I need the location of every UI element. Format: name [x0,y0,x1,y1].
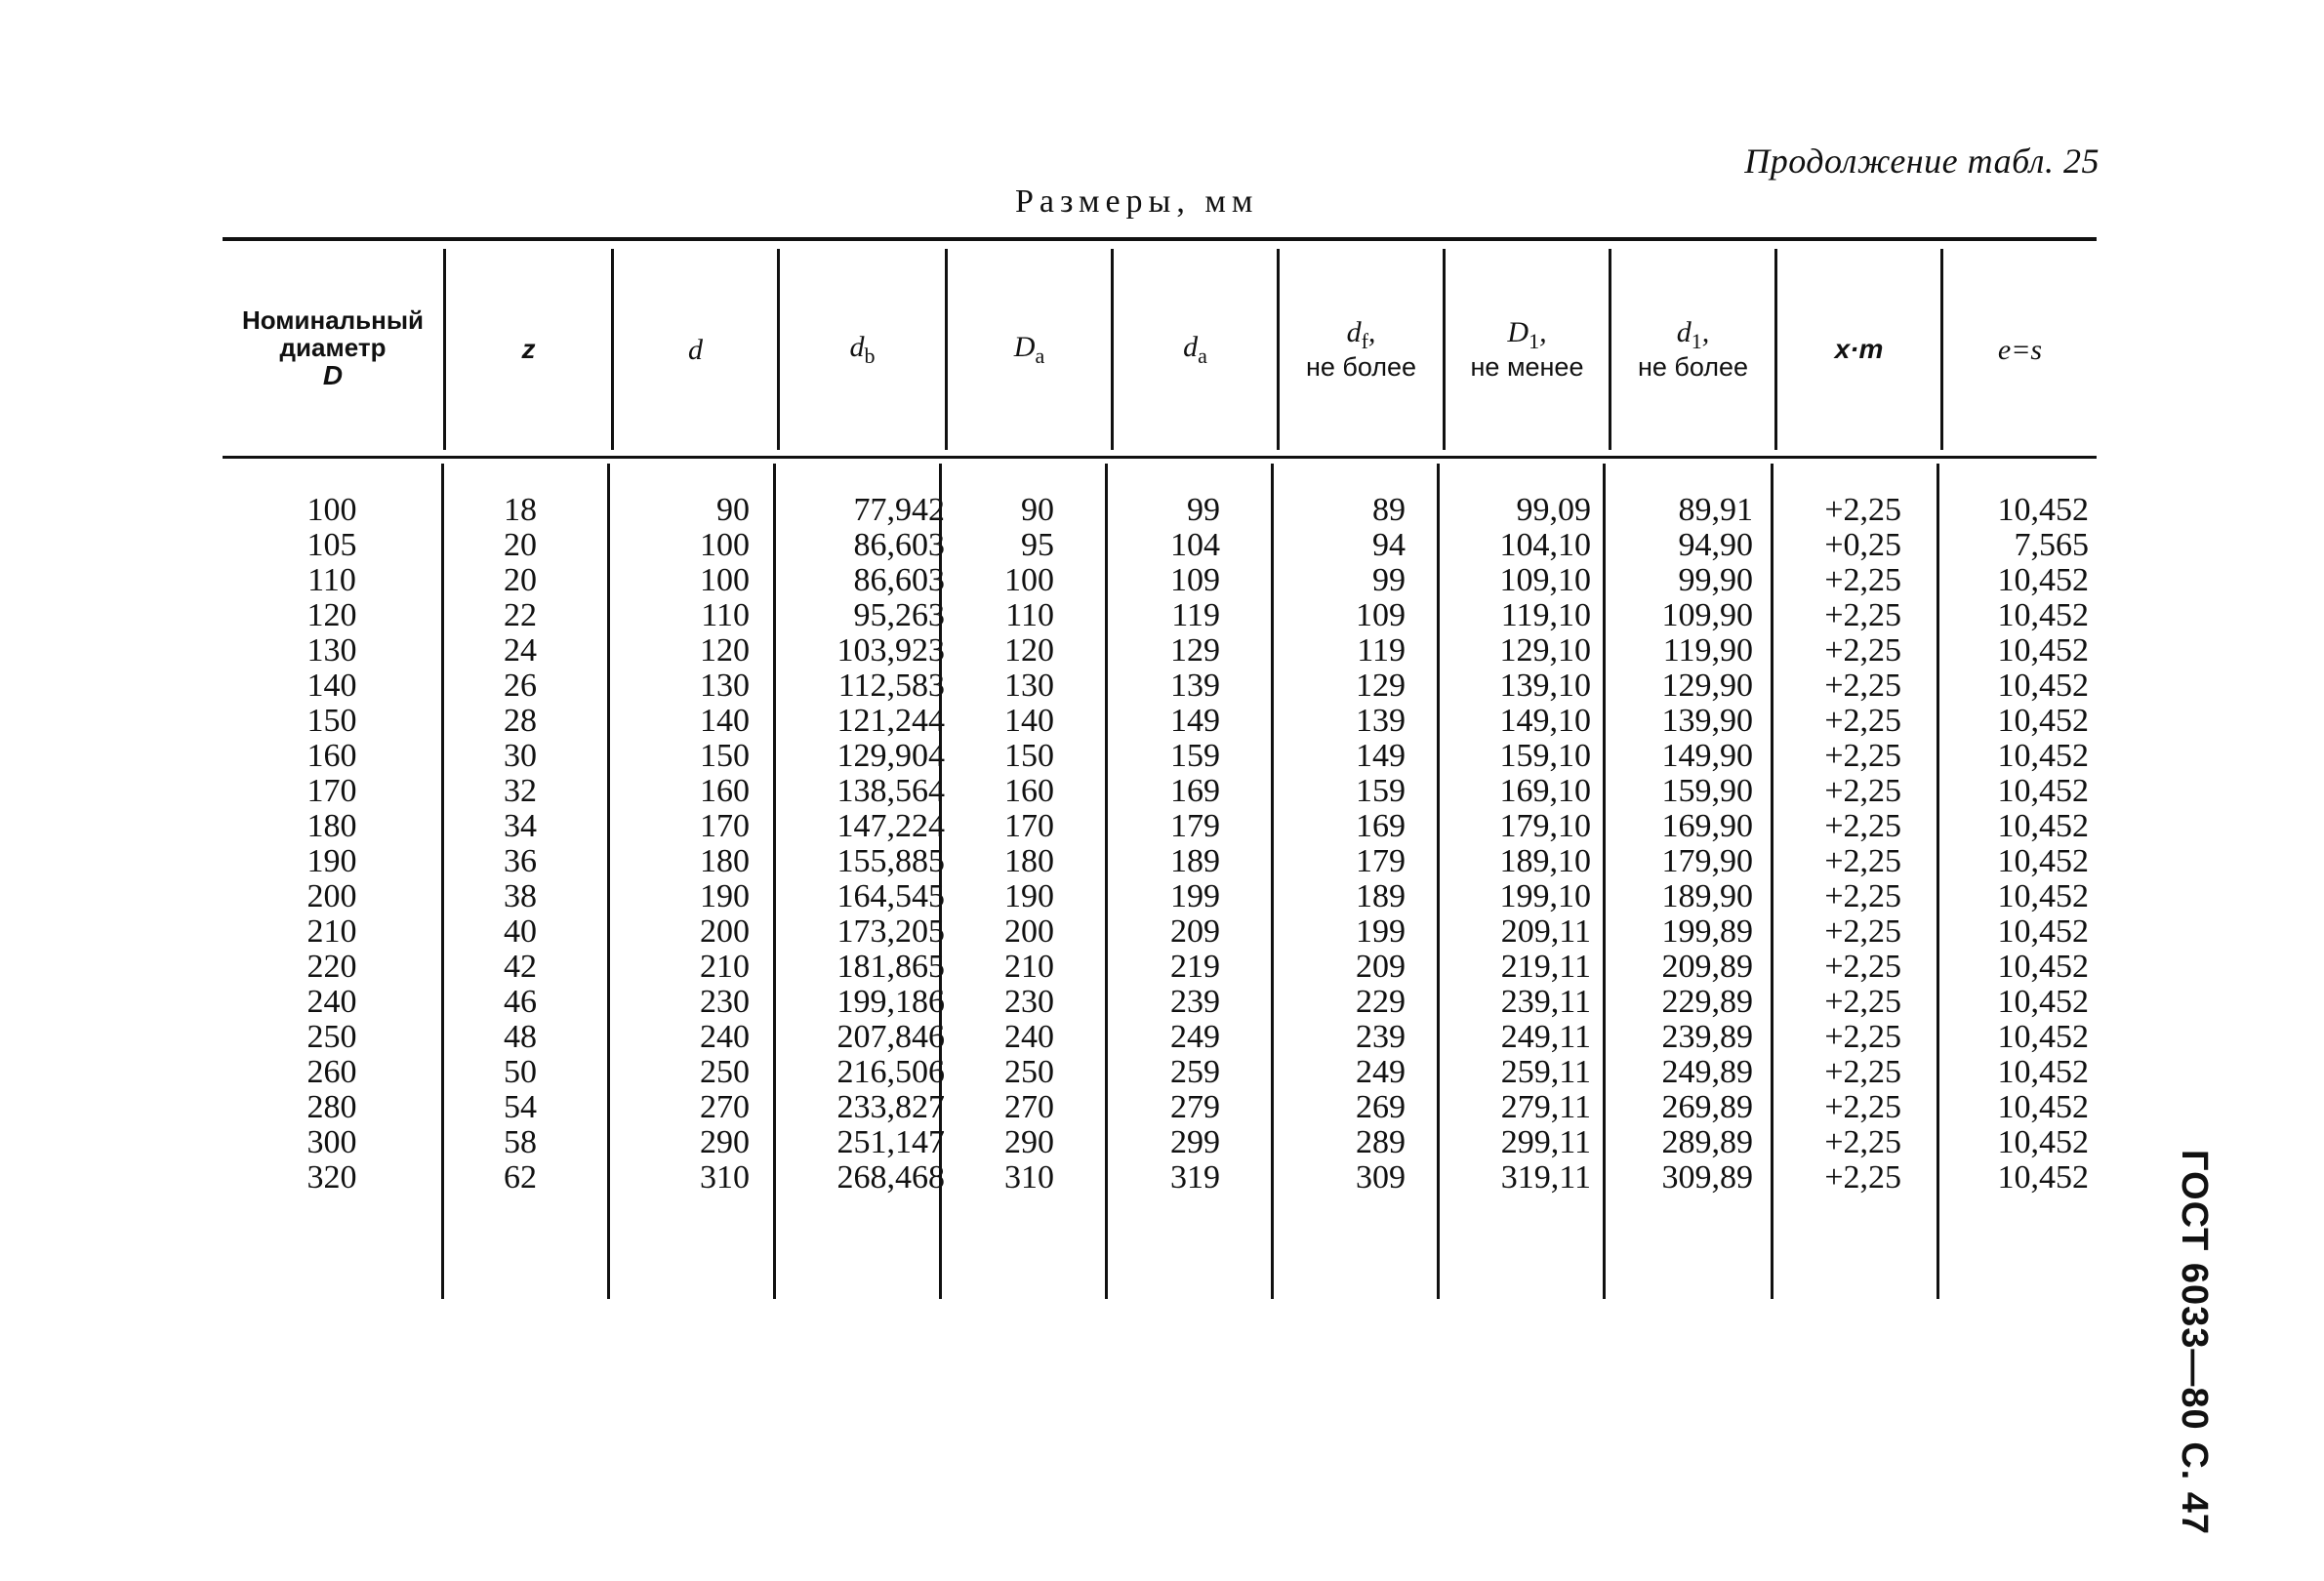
table-cell-db: 86,603 [853,562,945,598]
table-cell-D1: 199,10 [1499,878,1591,914]
table-cell-Da: 250 [1004,1054,1054,1090]
table-cell-df: 189 [1356,878,1406,914]
table-cell-d1: 109,90 [1661,597,1753,633]
table-cell-es: 10,452 [1997,1089,2089,1125]
header-D1-symbol: D [1507,316,1529,349]
table-cell-da: 319 [1170,1159,1220,1196]
table-cell-d: 190 [700,878,750,914]
table-cell-xm: +2,25 [1824,632,1901,669]
header-df-comma: , [1367,316,1376,349]
column-divider [1271,464,1274,1299]
table-cell-d: 290 [700,1124,750,1160]
table-cell-db: 112,583 [837,668,945,704]
table-cell-db: 199,186 [836,984,945,1020]
table-cell-D: 140 [306,668,357,704]
table-continuation-caption: Продолжение табл. 25 [1744,142,2100,181]
table-cell-d1: 189,90 [1661,878,1753,914]
table-cell-da: 249 [1170,1019,1220,1055]
table-cell-D: 300 [306,1124,357,1160]
table-cell-Da: 270 [1004,1089,1054,1125]
table-cell-da: 239 [1170,984,1220,1020]
table-cell-da: 129 [1170,632,1220,669]
table-cell-es: 10,452 [1997,1159,2089,1196]
table-cell-d: 240 [700,1019,750,1055]
header-Da-subscript: a [1035,343,1045,368]
table-cell-d: 310 [700,1159,750,1196]
table-cell-df: 179 [1356,843,1406,879]
table-cell-da: 139 [1170,668,1220,704]
header-d1-subscript: 1 [1691,329,1702,354]
table-cell-da: 169 [1170,773,1220,809]
table-cell-db: 103,923 [836,632,945,669]
table-cell-D1: 139,10 [1499,668,1591,704]
header-da-subscript: a [1198,343,1207,368]
table-cell-da: 299 [1170,1124,1220,1160]
table-cell-D: 260 [306,1054,357,1090]
header-da-symbol: d [1183,330,1199,363]
table-cell-da: 199 [1170,878,1220,914]
table-cell-df: 149 [1356,738,1406,774]
table-cell-xm: +2,25 [1824,703,1901,739]
table-cell-Da: 190 [1004,878,1054,914]
header-df-subscript: f [1361,329,1368,354]
column-d1 [1609,493,1753,1196]
table-cell-D1: 239,11 [1500,984,1591,1020]
table-cell-z: 18 [504,492,537,528]
table-cell-es: 10,452 [1997,668,2089,704]
standard-code-label: ГОСТ 6033—80 С. 47 [2174,1149,2216,1535]
table-header-rule [223,456,2097,459]
header-xm-symbol: x·m [1834,333,1884,364]
column-divider [1937,464,1939,1299]
table-cell-D1: 279,11 [1500,1089,1591,1125]
table-cell-es: 10,452 [1997,1124,2089,1160]
header-Da [948,249,1111,450]
header-db-symbol: d [849,330,865,363]
table-cell-z: 50 [504,1054,537,1090]
table-cell-da: 219 [1170,949,1220,985]
header-db-subscript: b [864,343,876,368]
table-cell-da: 179 [1170,808,1220,844]
table-cell-df: 199 [1356,913,1406,950]
table-cell-xm: +2,25 [1824,1124,1901,1160]
table-cell-db: 155,885 [836,843,945,879]
table-cell-d1: 169,90 [1661,808,1753,844]
table-cell-es: 10,452 [1997,738,2089,774]
table-cell-d: 120 [700,632,750,669]
table-cell-d1: 139,90 [1661,703,1753,739]
table-cell-D1: 104,10 [1499,527,1591,563]
table-cell-es: 7,565 [2014,527,2089,563]
table-cell-df: 109 [1356,597,1406,633]
table-cell-df: 309 [1356,1159,1406,1196]
table-cell-d: 200 [700,913,750,950]
table-cell-db: 86,603 [853,527,945,563]
table-cell-z: 20 [504,527,537,563]
table-cell-d1: 149,90 [1661,738,1753,774]
column-Da [945,493,1054,1196]
table-cell-z: 38 [504,878,537,914]
column-divider [441,464,444,1299]
table-cell-z: 46 [504,984,537,1020]
table-cell-df: 249 [1356,1054,1406,1090]
table-cell-df: 94 [1372,527,1406,563]
table-cell-D1: 129,10 [1499,632,1591,669]
column-db [779,493,945,1196]
table-cell-D1: 99,09 [1516,492,1591,528]
table-cell-D1: 319,11 [1500,1159,1591,1196]
header-df-symbol: d [1346,316,1362,349]
table-cell-db: 147,224 [836,808,945,844]
table-cell-Da: 290 [1004,1124,1054,1160]
header-df [1280,249,1443,450]
table-cell-z: 36 [504,843,537,879]
table-cell-d: 130 [700,668,750,704]
table-cell-d1: 179,90 [1661,843,1753,879]
table-cell-d1: 89,91 [1678,492,1753,528]
table-cell-z: 20 [504,562,537,598]
table-cell-Da: 170 [1004,808,1054,844]
table-cell-D: 150 [306,703,357,739]
table-cell-da: 104 [1170,527,1220,563]
table-cell-xm: +0,25 [1824,527,1901,563]
table-cell-D: 160 [306,738,357,774]
table-cell-d1: 229,89 [1661,984,1753,1020]
table-cell-xm: +2,25 [1824,1089,1901,1125]
table-cell-z: 62 [504,1159,537,1196]
column-d [613,493,750,1196]
table-cell-D1: 159,10 [1499,738,1591,774]
table-cell-D1: 209,11 [1500,913,1591,950]
column-z [457,493,584,1196]
header-xm [1777,249,1940,450]
table-cell-d1: 129,90 [1661,668,1753,704]
column-divider [1105,464,1108,1299]
table-cell-db: 216,506 [836,1054,945,1090]
table-cell-D: 210 [306,913,357,950]
table-cell-d: 100 [700,562,750,598]
table-cell-df: 119 [1357,632,1406,669]
header-d1-symbol: d [1676,316,1692,349]
table-cell-d: 230 [700,984,750,1020]
table-cell-D: 200 [306,878,357,914]
table-cell-D1: 189,10 [1499,843,1591,879]
table-cell-Da: 100 [1004,562,1054,598]
table-cell-df: 209 [1356,949,1406,985]
table-cell-df: 139 [1356,703,1406,739]
standard-code-margin [2167,1149,2222,1535]
table-cell-d1: 199,89 [1661,913,1753,950]
table-cell-Da: 240 [1004,1019,1054,1055]
table-cell-d1: 309,89 [1661,1159,1753,1196]
header-D1-note: не менее [1470,352,1584,383]
table-cell-z: 40 [504,913,537,950]
table-cell-D1: 299,11 [1500,1124,1591,1160]
table-cell-da: 159 [1170,738,1220,774]
table-cell-db: 251,147 [836,1124,945,1160]
table-cell-D1: 259,11 [1500,1054,1591,1090]
table-cell-db: 129,904 [836,738,945,774]
table-cell-Da: 160 [1004,773,1054,809]
table-cell-d1: 94,90 [1678,527,1753,563]
table-cell-z: 30 [504,738,537,774]
table-cell-d1: 119,90 [1662,632,1753,669]
table-cell-xm: +2,25 [1824,773,1901,809]
table-cell-xm: +2,25 [1824,1159,1901,1196]
table-cell-da: 279 [1170,1089,1220,1125]
header-d1-comma: , [1701,316,1710,349]
table-cell-xm: +2,25 [1824,597,1901,633]
table-cell-d1: 209,89 [1661,949,1753,985]
table-cell-Da: 95 [1021,527,1054,563]
table-cell-D1: 109,10 [1499,562,1591,598]
table-cell-d: 160 [700,773,750,809]
table-cell-z: 24 [504,632,537,669]
table-cell-z: 26 [504,668,537,704]
table-cell-xm: +2,25 [1824,668,1901,704]
table-cell-D: 110 [307,562,356,598]
table-cell-d: 150 [700,738,750,774]
table-cell-Da: 150 [1004,738,1054,774]
column-D1 [1443,493,1591,1196]
header-Da-symbol: D [1013,330,1036,363]
table-cell-xm: +2,25 [1824,738,1901,774]
table-cell-es: 10,452 [1997,1054,2089,1090]
table-cell-D: 280 [306,1089,357,1125]
table-cell-es: 10,452 [1997,562,2089,598]
units-caption: Размеры, мм [1015,183,1259,220]
table-cell-Da: 90 [1021,492,1054,528]
table-cell-Da: 180 [1004,843,1054,879]
table-cell-da: 149 [1170,703,1220,739]
header-da [1114,249,1277,450]
table-cell-D1: 119,10 [1500,597,1591,633]
table-cell-db: 173,205 [836,913,945,950]
table-cell-d: 170 [700,808,750,844]
table-cell-es: 10,452 [1997,703,2089,739]
table-cell-Da: 140 [1004,703,1054,739]
column-nominal-diameter [223,493,441,1196]
column-da [1111,493,1220,1196]
table-cell-D1: 169,10 [1499,773,1591,809]
header-db [780,249,945,450]
header-es-symbol: e=s [1997,333,2043,366]
table-cell-Da: 110 [1005,597,1054,633]
table-cell-d: 140 [700,703,750,739]
table-cell-z: 42 [504,949,537,985]
table-cell-D1: 249,11 [1500,1019,1591,1055]
table-cell-df: 289 [1356,1124,1406,1160]
table-cell-es: 10,452 [1997,913,2089,950]
table-cell-es: 10,452 [1997,808,2089,844]
table-cell-da: 99 [1187,492,1220,528]
table-cell-d: 250 [700,1054,750,1090]
table-cell-z: 32 [504,773,537,809]
table-cell-db: 121,244 [836,703,945,739]
table-cell-d1: 239,89 [1661,1019,1753,1055]
table-cell-d: 90 [716,492,750,528]
table-cell-db: 268,468 [836,1159,945,1196]
table-cell-xm: +2,25 [1824,1019,1901,1055]
column-df [1277,493,1406,1196]
table-cell-d: 110 [701,597,750,633]
header-nominal-diameter [223,249,443,450]
table-cell-da: 259 [1170,1054,1220,1090]
table-cell-db: 233,827 [836,1089,945,1125]
table-cell-Da: 120 [1004,632,1054,669]
table-cell-xm: +2,25 [1824,808,1901,844]
table-cell-df: 239 [1356,1019,1406,1055]
header-z [446,249,611,450]
table-cell-da: 189 [1170,843,1220,879]
header-D1 [1446,249,1609,450]
table-cell-es: 10,452 [1997,843,2089,879]
table-cell-da: 209 [1170,913,1220,950]
table-cell-es: 10,452 [1997,773,2089,809]
header-d-symbol: d [688,333,703,366]
table-cell-d: 100 [700,527,750,563]
header-d1-note: не более [1637,352,1749,383]
table-cell-xm: +2,25 [1824,843,1901,879]
header-es [1943,249,2097,450]
table-cell-D1: 179,10 [1499,808,1591,844]
table-cell-df: 159 [1356,773,1406,809]
table-cell-D: 105 [306,527,357,563]
table-cell-D1: 219,11 [1500,949,1591,985]
table-cell-db: 77,942 [853,492,945,528]
header-D1-comma: , [1539,316,1547,349]
column-xm [1774,493,1901,1196]
table-cell-d: 180 [700,843,750,879]
table-cell-d: 210 [700,949,750,985]
table-cell-da: 109 [1170,562,1220,598]
column-es [1940,493,2089,1196]
table-cell-D: 320 [306,1159,357,1196]
table-cell-d1: 269,89 [1661,1089,1753,1125]
table-cell-xm: +2,25 [1824,913,1901,950]
table-cell-es: 10,452 [1997,632,2089,669]
table-cell-Da: 310 [1004,1159,1054,1196]
header-D1-subscript: 1 [1529,329,1540,354]
table-cell-d1: 159,90 [1661,773,1753,809]
table-cell-db: 164,545 [836,878,945,914]
table-cell-D: 180 [306,808,357,844]
table-cell-es: 10,452 [1997,597,2089,633]
table-cell-es: 10,452 [1997,949,2089,985]
table-cell-xm: +2,25 [1824,1054,1901,1090]
column-divider [1437,464,1440,1299]
table-cell-df: 269 [1356,1089,1406,1125]
table-cell-d1: 289,89 [1661,1124,1753,1160]
table-cell-df: 89 [1372,492,1406,528]
table-cell-z: 22 [504,597,537,633]
table-cell-da: 119 [1171,597,1220,633]
table-cell-xm: +2,25 [1824,984,1901,1020]
table-cell-D1: 149,10 [1499,703,1591,739]
header-nominal-symbol: D [322,359,344,390]
table-cell-D: 240 [306,984,357,1020]
table-cell-D: 130 [306,632,357,669]
table-cell-xm: +2,25 [1824,949,1901,985]
table-cell-df: 169 [1356,808,1406,844]
table-cell-d1: 99,90 [1678,562,1753,598]
table-cell-D: 250 [306,1019,357,1055]
header-nominal-line1: Номинальный [241,305,425,336]
header-d [614,249,777,450]
table-cell-z: 54 [504,1089,537,1125]
table-cell-Da: 130 [1004,668,1054,704]
table-cell-es: 10,452 [1997,1019,2089,1055]
table-cell-z: 58 [504,1124,537,1160]
table-cell-Da: 230 [1004,984,1054,1020]
table-cell-D: 170 [306,773,357,809]
table-cell-D: 100 [306,492,357,528]
table-cell-Da: 210 [1004,949,1054,985]
table-top-rule [223,237,2097,241]
column-divider [607,464,610,1299]
column-divider [1603,464,1606,1299]
table-cell-xm: +2,25 [1824,878,1901,914]
table-cell-df: 129 [1356,668,1406,704]
table-cell-db: 138,564 [836,773,945,809]
column-divider [773,464,776,1299]
table-cell-d: 270 [700,1089,750,1125]
table-cell-z: 48 [504,1019,537,1055]
table-cell-d1: 249,89 [1661,1054,1753,1090]
table-cell-xm: +2,25 [1824,492,1901,528]
table-cell-db: 95,263 [853,597,945,633]
table-cell-db: 181,865 [836,949,945,985]
table-cell-D: 220 [306,949,357,985]
table-cell-z: 28 [504,703,537,739]
table-cell-xm: +2,25 [1824,562,1901,598]
table-cell-db: 207,846 [836,1019,945,1055]
table-cell-D: 120 [306,597,357,633]
table-cell-es: 10,452 [1997,878,2089,914]
table-cell-z: 34 [504,808,537,844]
table-cell-es: 10,452 [1997,984,2089,1020]
column-divider [1771,464,1774,1299]
header-z-symbol: z [521,333,536,364]
header-df-note: не более [1305,352,1417,383]
table-cell-D: 190 [306,843,357,879]
header-nominal-line2: диаметр [279,332,387,362]
table-cell-es: 10,452 [1997,492,2089,528]
table-cell-Da: 200 [1004,913,1054,950]
header-d1 [1611,249,1774,450]
table-cell-df: 229 [1356,984,1406,1020]
table-cell-df: 99 [1372,562,1406,598]
